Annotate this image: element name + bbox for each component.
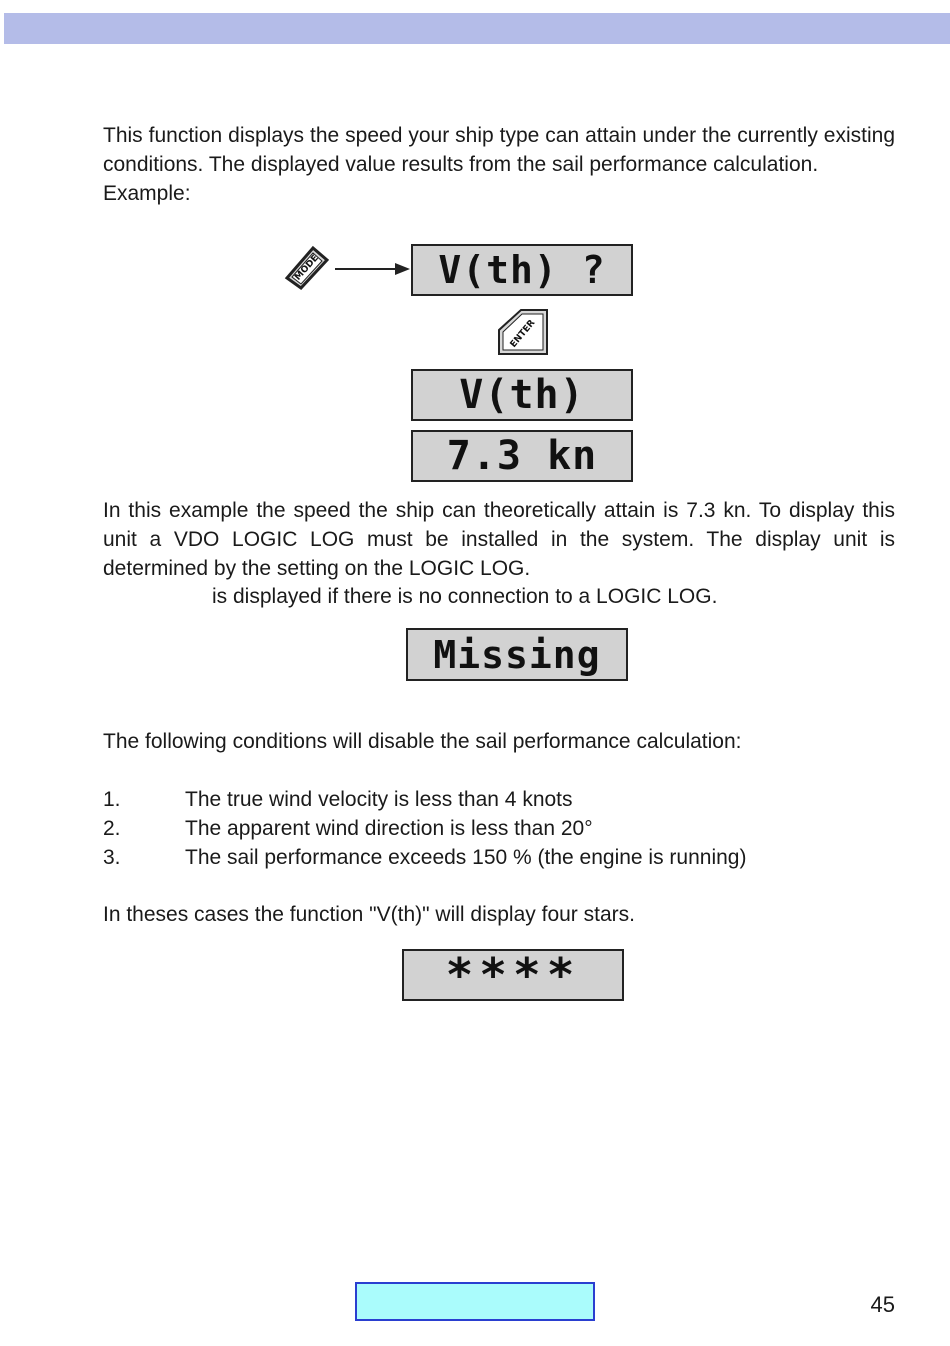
lcd-display-query: V(th) ? [411, 244, 633, 296]
list-item-number: 3. [103, 846, 121, 869]
missing-note: is displayed if there is no connection to a LOGIC LOG. [212, 585, 718, 609]
list-item-text: The sail performance exceeds 150 % (the engine is running) [185, 846, 747, 869]
enter-key-label: ENTER [508, 318, 538, 350]
conditions-intro: The following conditions will disable the sail performance calculation: [103, 730, 742, 753]
arrow-right-icon [335, 262, 411, 276]
lcd-display-stars: **** [402, 949, 624, 1001]
list-item [103, 814, 903, 843]
example-label: Example: [103, 181, 191, 205]
intro-paragraph: This function displays the speed your ship type can attain under the currently existing conditions. The displayed value results from the sail performance calculation. [103, 124, 895, 176]
lcd-display-missing: Missing [406, 628, 628, 681]
header-bar [4, 13, 950, 44]
mode-key-label: MODE [293, 253, 321, 283]
footer-box [355, 1282, 595, 1321]
explanation-paragraph: In this example the speed the ship can theoretically attain is 7.3 kn. To display this unit a VDO LOGIC LOG must be installed in the system. The display unit is determined by the setting on the LOGIC LOG. [103, 499, 895, 580]
list-item [103, 843, 903, 872]
conditions-result: In theses cases the function "V(th)" will display four stars. [103, 903, 635, 926]
explanation-section [103, 497, 895, 612]
list-item-number: 2. [103, 817, 121, 840]
list-item-text: The apparent wind direction is less than 20° [185, 817, 593, 840]
list-item-text: The true wind velocity is less than 4 knots [185, 788, 573, 811]
page-number: 45 [870, 1292, 895, 1317]
lcd-display-value: 7.3 kn [411, 430, 633, 482]
mode-key-icon [283, 244, 329, 290]
list-item [103, 785, 903, 814]
intro-section [103, 122, 895, 208]
list-item-number: 1. [103, 788, 121, 811]
lcd-display-label: V(th) [411, 369, 633, 421]
enter-key-icon [497, 308, 549, 356]
